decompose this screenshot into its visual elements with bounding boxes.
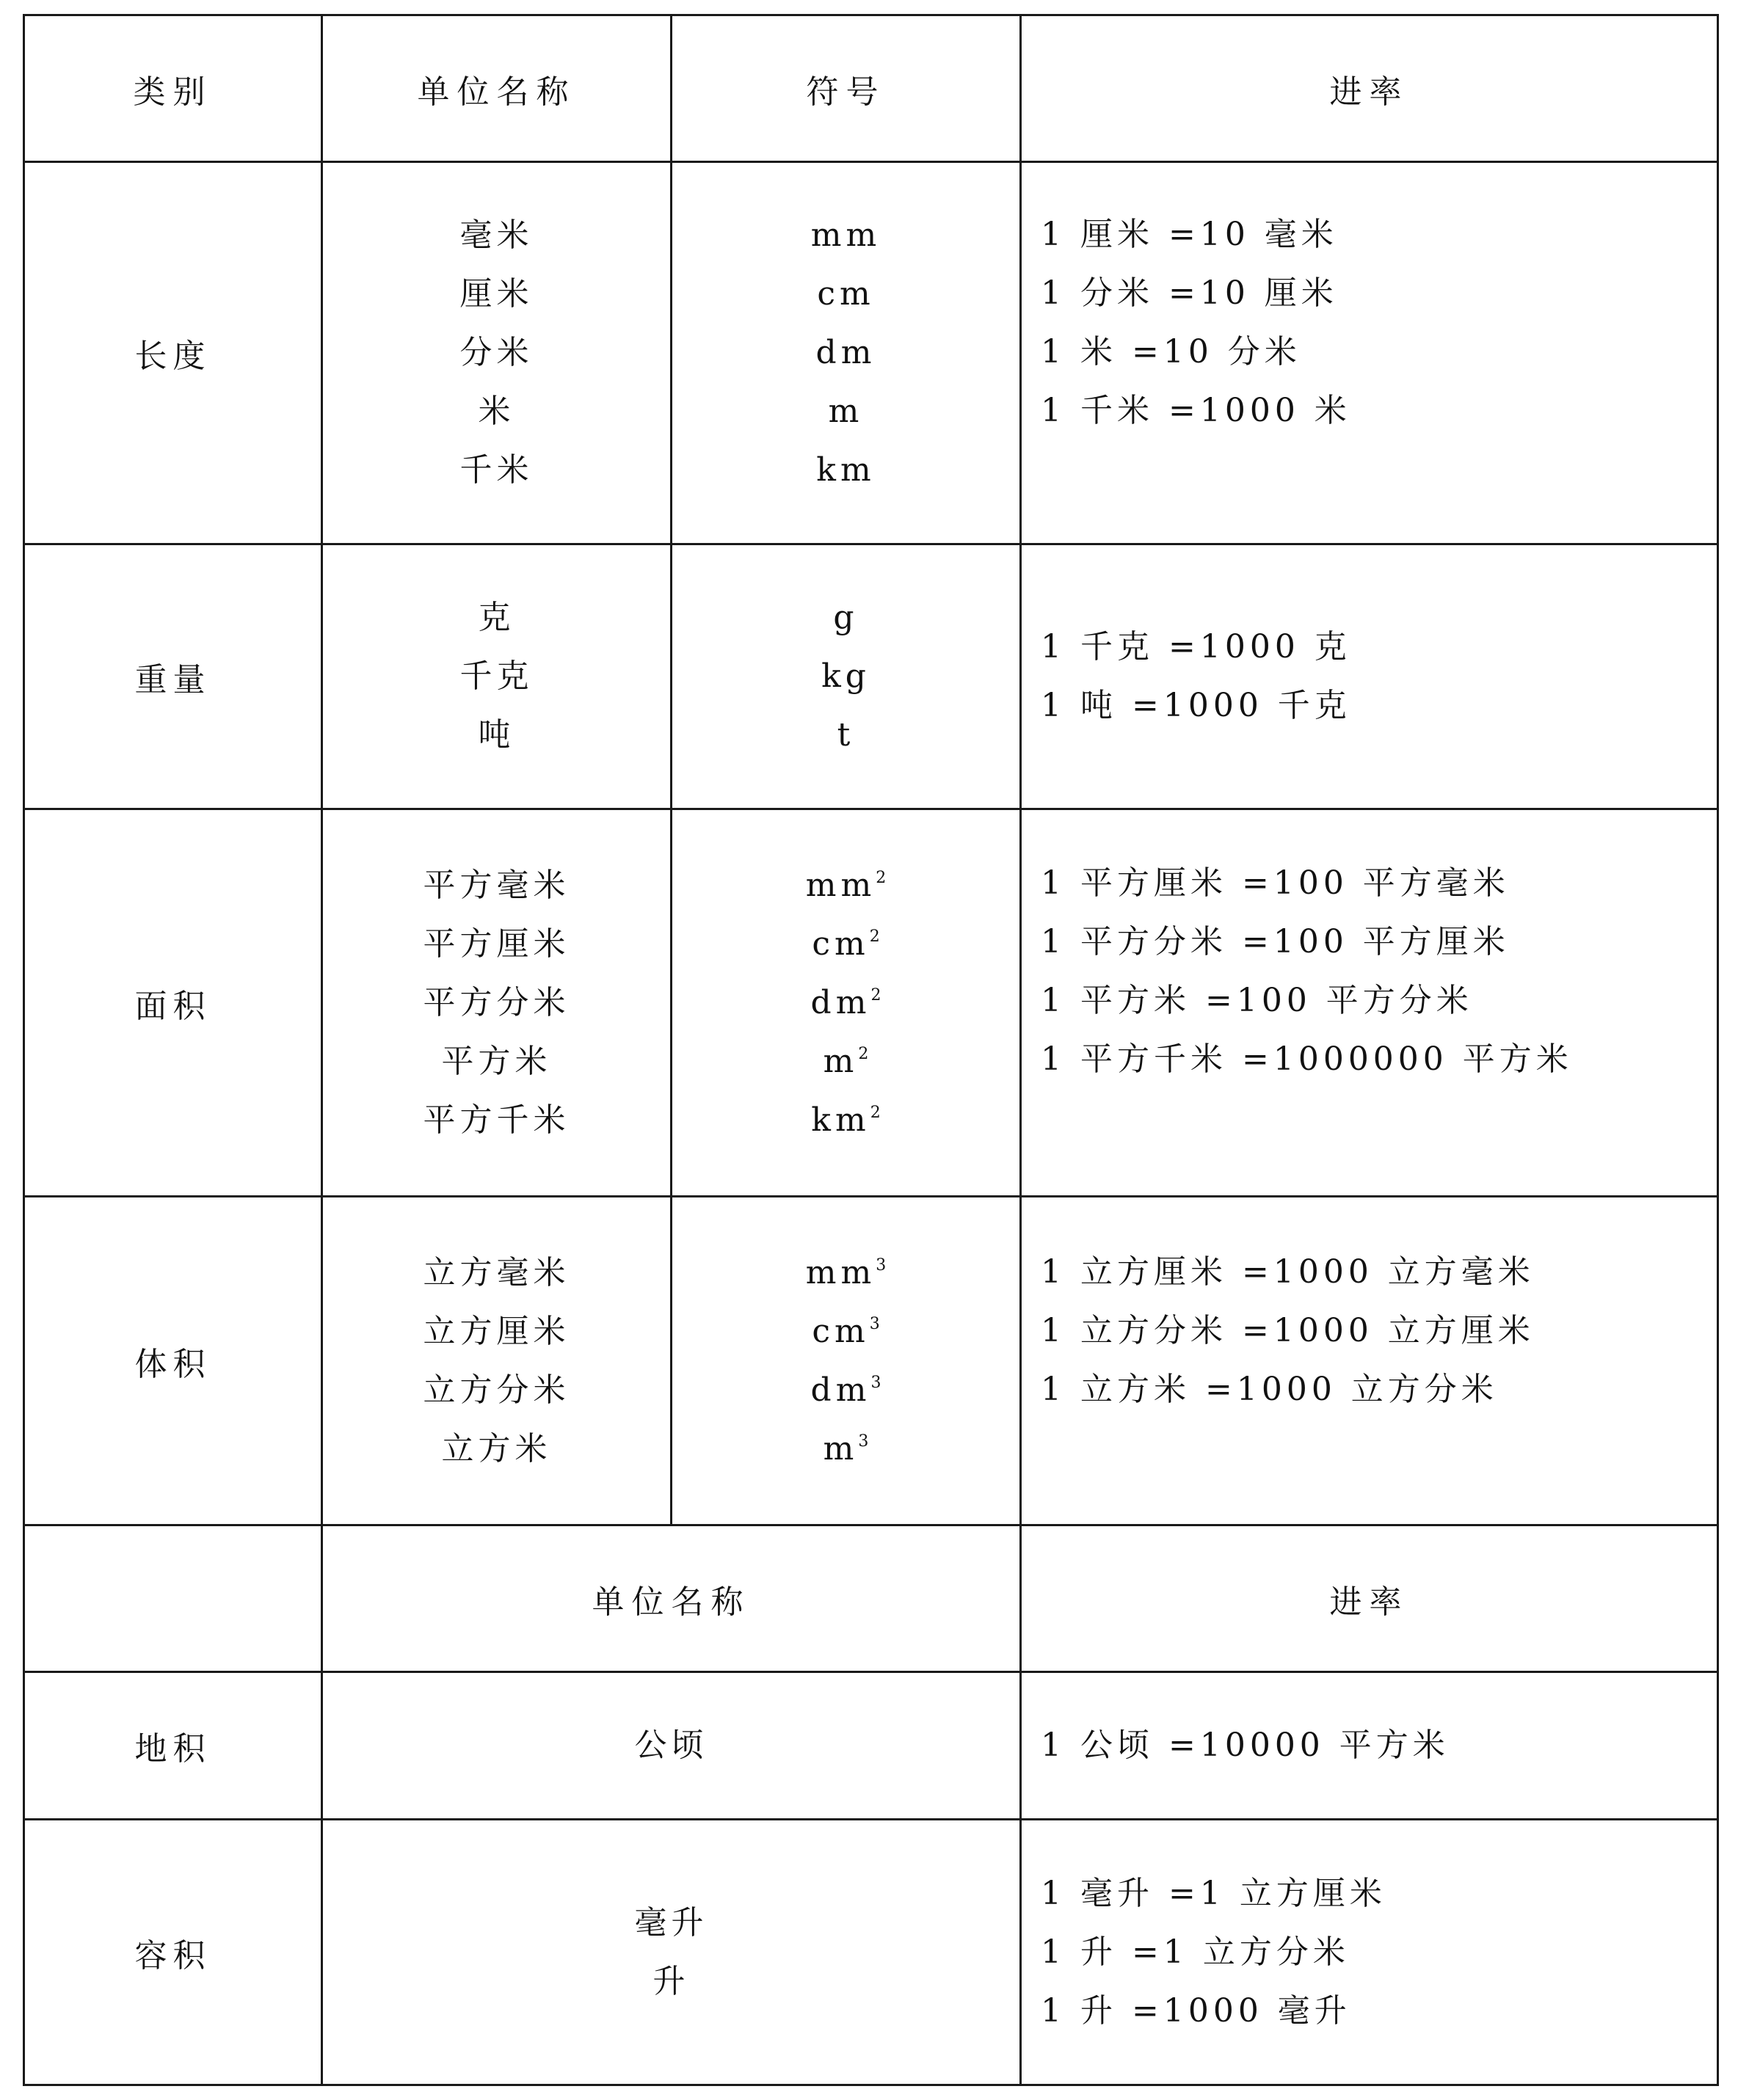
unit-symbol: $mm^2$ (805, 866, 887, 904)
exponent: 2 (858, 1044, 869, 1063)
unit-name: 毫米 (459, 216, 534, 254)
category-length: 长度 (24, 162, 322, 544)
exponent: 2 (876, 868, 887, 887)
conversion-rate: 1 立方分米 =1000 立方厘米 (1041, 1312, 1535, 1349)
volume-symbols (672, 1197, 1021, 1525)
unit-symbol: $cm^2$ (812, 925, 880, 963)
exponent: 3 (870, 1373, 881, 1392)
unit-name: 平方千米 (423, 1101, 570, 1139)
unit-symbol: $km^2$ (811, 1101, 881, 1139)
unit-symbol: $dm^3$ (810, 1371, 881, 1409)
unit-symbol: m (828, 393, 864, 430)
capacity-rates (1021, 1820, 1718, 2085)
volume-rates (1021, 1197, 1718, 1525)
category-land: 地积 (24, 1672, 322, 1820)
exponent: 2 (870, 985, 881, 1005)
weight-units (322, 544, 672, 809)
unit-name: 立方米 (441, 1429, 552, 1468)
unit-name: 平方厘米 (423, 925, 570, 963)
unit-name: 克 (478, 599, 515, 636)
category-area: 面积 (24, 809, 322, 1197)
unit-name: 米 (478, 393, 515, 430)
exponent: 3 (858, 1432, 869, 1451)
unit-name: 毫升 (634, 1903, 708, 1942)
header-category-empty (24, 1525, 322, 1672)
header-category: 类别 (24, 15, 322, 162)
exponent: 2 (870, 1103, 881, 1122)
header-rate: 进率 (1021, 15, 1718, 162)
unit-name: 立方毫米 (423, 1253, 570, 1291)
header-row-2 (24, 1525, 1718, 1672)
conversion-rate: 1 米 =10 分米 (1041, 333, 1301, 371)
conversion-rate: 1 吨 =1000 千克 (1041, 687, 1351, 724)
land-rate: 1 公顷 =10000 平方米 (1021, 1672, 1718, 1820)
weight-row (24, 544, 1718, 809)
capacity-units (322, 1820, 1021, 2085)
unit-name: 升 (652, 1962, 690, 2000)
unit-name: 厘米 (459, 275, 534, 313)
unit-symbol: kg (821, 657, 870, 695)
conversion-rate: 1 毫升 =1 立方厘米 (1041, 1874, 1386, 1912)
area-units (322, 809, 672, 1197)
capacity-row (24, 1820, 1718, 2085)
unit-symbol: dm (815, 334, 876, 371)
unit-name: 平方分米 (423, 983, 570, 1021)
header-unit-name: 单位名称 (322, 1525, 1021, 1672)
area-rates (1021, 809, 1718, 1197)
length-units (322, 162, 672, 544)
land-row (24, 1672, 1718, 1820)
conversion-rate: 1 平方千米 =1000000 平方米 (1041, 1040, 1573, 1078)
conversion-rate: 1 平方厘米 =100 平方毫米 (1041, 864, 1510, 902)
category-volume: 体积 (24, 1197, 322, 1525)
volume-row (24, 1197, 1718, 1525)
unit-name: 立方厘米 (423, 1312, 570, 1350)
area-row (24, 809, 1718, 1197)
category-weight: 重量 (24, 544, 322, 809)
category-capacity: 容积 (24, 1820, 322, 2085)
conversion-rate: 1 千克 =1000 克 (1041, 628, 1351, 666)
unit-name: 千米 (459, 451, 534, 489)
header-rate: 进率 (1021, 1525, 1718, 1672)
length-row (24, 162, 1718, 544)
conversion-rate: 1 立方厘米 =1000 立方毫米 (1041, 1253, 1535, 1291)
unit-symbol: t (837, 716, 855, 754)
conversion-rate: 1 升 =1000 毫升 (1041, 1991, 1351, 2030)
volume-units (322, 1197, 672, 1525)
unit-name: 平方毫米 (423, 866, 570, 904)
exponent: 3 (869, 1314, 880, 1333)
unit-symbol: $mm^3$ (805, 1253, 887, 1291)
unit-symbol: km (816, 451, 876, 489)
unit-name: 平方米 (441, 1042, 552, 1080)
weight-symbols (672, 544, 1021, 809)
unit-name: 吨 (478, 716, 515, 754)
exponent: 3 (876, 1255, 887, 1275)
length-rates (1021, 162, 1718, 544)
weight-rates (1021, 544, 1718, 809)
unit-symbol: $dm^2$ (810, 983, 881, 1021)
unit-name: 千克 (459, 657, 534, 695)
unit-symbol: $m^3$ (823, 1429, 869, 1468)
unit-symbol: mm (810, 216, 881, 254)
unit-name: 立方分米 (423, 1371, 570, 1409)
header-unit-name: 单位名称 (322, 15, 672, 162)
conversion-rate: 1 立方米 =1000 立方分米 (1041, 1371, 1498, 1408)
header-row (24, 15, 1718, 162)
unit-symbol: cm (817, 275, 875, 313)
unit-symbol: g (833, 599, 859, 636)
unit-symbol: $cm^3$ (812, 1312, 880, 1350)
header-symbol: 符号 (672, 15, 1021, 162)
length-symbols (672, 162, 1021, 544)
conversion-rate: 1 分米 =10 厘米 (1041, 274, 1338, 312)
unit-name: 分米 (459, 334, 534, 371)
conversion-rate: 1 厘米 =10 毫米 (1041, 216, 1338, 253)
conversion-rate: 1 千米 =1000 米 (1041, 392, 1351, 429)
unit-symbol: $m^2$ (823, 1042, 869, 1080)
conversion-rate: 1 平方米 =100 平方分米 (1041, 982, 1473, 1019)
exponent: 2 (869, 927, 880, 946)
area-symbols (672, 809, 1021, 1197)
land-unit: 公顷 (322, 1672, 1021, 1820)
unit-conversion-table (23, 14, 1719, 2086)
conversion-rate: 1 平方分米 =100 平方厘米 (1041, 923, 1510, 960)
conversion-rate: 1 升 =1 立方分米 (1041, 1933, 1350, 1971)
